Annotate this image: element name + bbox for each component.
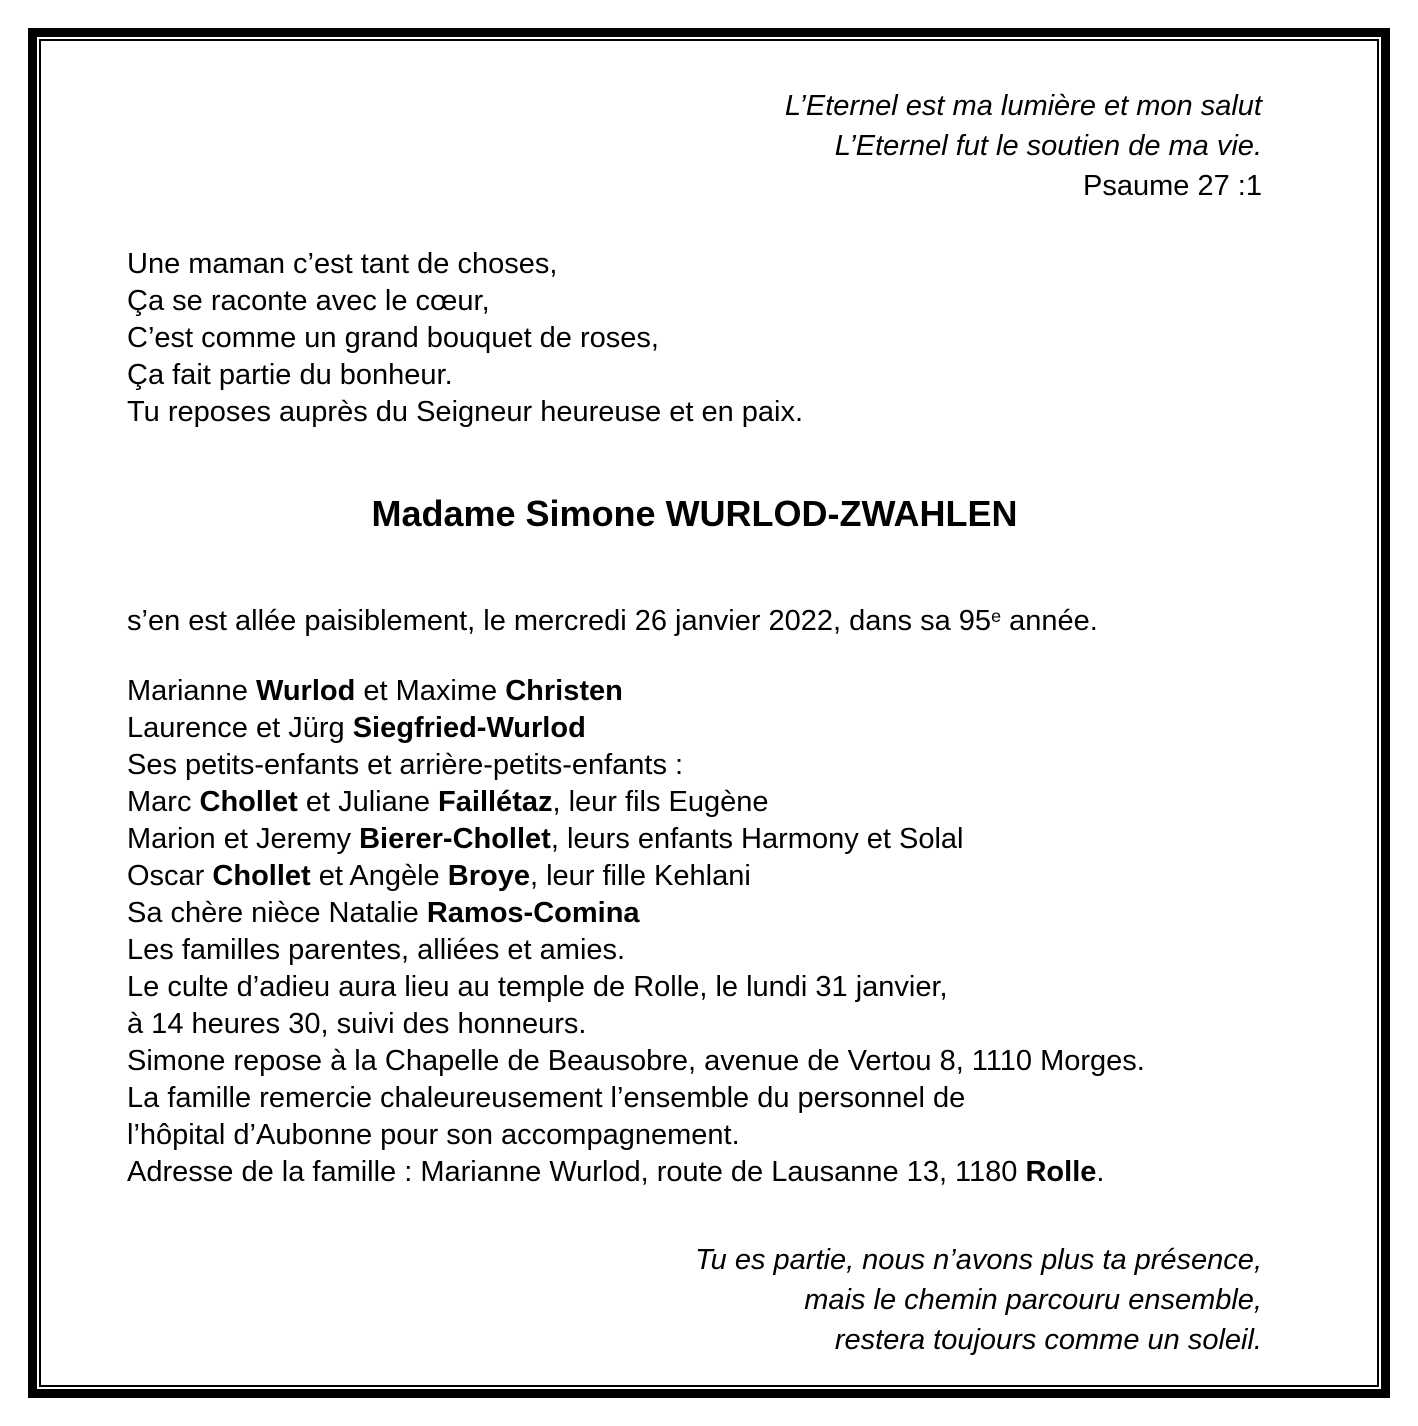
text-segment: Oscar bbox=[127, 860, 213, 892]
text-segment: Laurence et Jürg bbox=[127, 712, 353, 744]
family-line bbox=[127, 1154, 1262, 1191]
text-line: restera toujours comme un soleil. bbox=[834, 1324, 1262, 1356]
text-segment: Marc bbox=[127, 786, 200, 818]
text-segment: . bbox=[1096, 1156, 1105, 1188]
epigraph-attribution: Psaume 27 :1 bbox=[1083, 170, 1262, 202]
text-segment: Simone repose à la Chapelle de Beausobre, avenue de Vertou 8, 1110 Morges. bbox=[127, 1045, 1145, 1077]
obituary-content bbox=[41, 41, 1377, 1385]
text-line: Tu reposes auprès du Seigneur heureuse et en paix. bbox=[127, 396, 804, 428]
memorial-poem bbox=[127, 246, 1262, 431]
text-line: Tu es partie, nous n’avons plus ta présence, bbox=[695, 1244, 1262, 1276]
text-segment: Le culte d’adieu aura lieu au temple de Rolle, le lundi 31 janvier, bbox=[127, 971, 948, 1003]
bold-name: Faillétaz bbox=[438, 786, 553, 818]
bold-name: Siegfried-Wurlod bbox=[352, 712, 586, 744]
bold-name: Broye bbox=[447, 860, 530, 892]
family-line bbox=[127, 710, 1262, 747]
text-segment: Sa chère nièce Natalie bbox=[127, 897, 427, 929]
text-segment: s’en est allée paisiblement, le mercredi 26 janvier 2022, dans sa 95 bbox=[127, 605, 992, 637]
bold-name: Chollet bbox=[212, 860, 311, 892]
family-line bbox=[127, 821, 1262, 858]
family-line bbox=[127, 1080, 1262, 1117]
text-segment: Marianne bbox=[127, 675, 256, 707]
bold-name: Bierer-Chollet bbox=[359, 823, 551, 855]
family-line bbox=[127, 1043, 1262, 1080]
text-line: L’Eternel fut le soutien de ma vie. bbox=[834, 130, 1262, 162]
text-segment: et Juliane bbox=[297, 786, 439, 818]
text-line: Ça se raconte avec le cœur, bbox=[127, 285, 490, 317]
family-line bbox=[127, 895, 1262, 932]
family-line bbox=[127, 1006, 1262, 1043]
family-line bbox=[127, 858, 1262, 895]
bold-name: Chollet bbox=[199, 786, 298, 818]
text-segment: l’hôpital d’Aubonne pour son accompagnement. bbox=[127, 1119, 740, 1151]
bold-name: Ramos-Comina bbox=[426, 897, 640, 929]
deceased-name: Madame Simone WURLOD-ZWAHLEN bbox=[371, 493, 1018, 534]
text-segment: et Angèle bbox=[310, 860, 448, 892]
text-segment: à 14 heures 30, suivi des honneurs. bbox=[127, 1008, 587, 1040]
family-line bbox=[127, 747, 1262, 784]
bold-name: Christen bbox=[505, 675, 623, 707]
bold-name: Rolle bbox=[1025, 1156, 1097, 1188]
family-line bbox=[127, 784, 1262, 821]
text-line: C’est comme un grand bouquet de roses, bbox=[127, 322, 659, 354]
family-line bbox=[127, 932, 1262, 969]
text-segment: Marion et Jeremy bbox=[127, 823, 360, 855]
death-notice-line bbox=[127, 603, 1262, 640]
text-segment: Les familles parentes, alliées et amies. bbox=[127, 934, 626, 966]
text-segment: La famille remercie chaleureusement l’ensemble du personnel de bbox=[127, 1082, 966, 1114]
epigraph-verse bbox=[127, 86, 1262, 166]
family-line bbox=[127, 673, 1262, 710]
text-line: L’Eternel est ma lumière et mon salut bbox=[784, 90, 1262, 122]
family-list bbox=[127, 673, 1262, 1191]
bold-name: Wurlod bbox=[255, 675, 356, 707]
text-segment: , leur fils Eugène bbox=[552, 786, 769, 818]
family-line bbox=[127, 1117, 1262, 1154]
text-segment: année. bbox=[1001, 605, 1098, 637]
text-segment: , leur fille Kehlani bbox=[529, 860, 751, 892]
closing-quote bbox=[127, 1240, 1262, 1360]
family-line bbox=[127, 969, 1262, 1006]
superscript-text: e bbox=[991, 606, 1002, 627]
text-line: mais le chemin parcouru ensemble, bbox=[804, 1284, 1262, 1316]
text-segment: et Maxime bbox=[355, 675, 506, 707]
text-segment: , leurs enfants Harmony et Solal bbox=[550, 823, 964, 855]
text-line: Ça fait partie du bonheur. bbox=[127, 359, 453, 391]
epigraph bbox=[127, 86, 1262, 206]
text-segment: Adresse de la famille : Marianne Wurlod, route de Lausanne 13, 1180 bbox=[127, 1156, 1026, 1188]
text-segment: Ses petits-enfants et arrière-petits-enfants : bbox=[127, 749, 684, 781]
text-line: Une maman c’est tant de choses, bbox=[127, 248, 558, 280]
